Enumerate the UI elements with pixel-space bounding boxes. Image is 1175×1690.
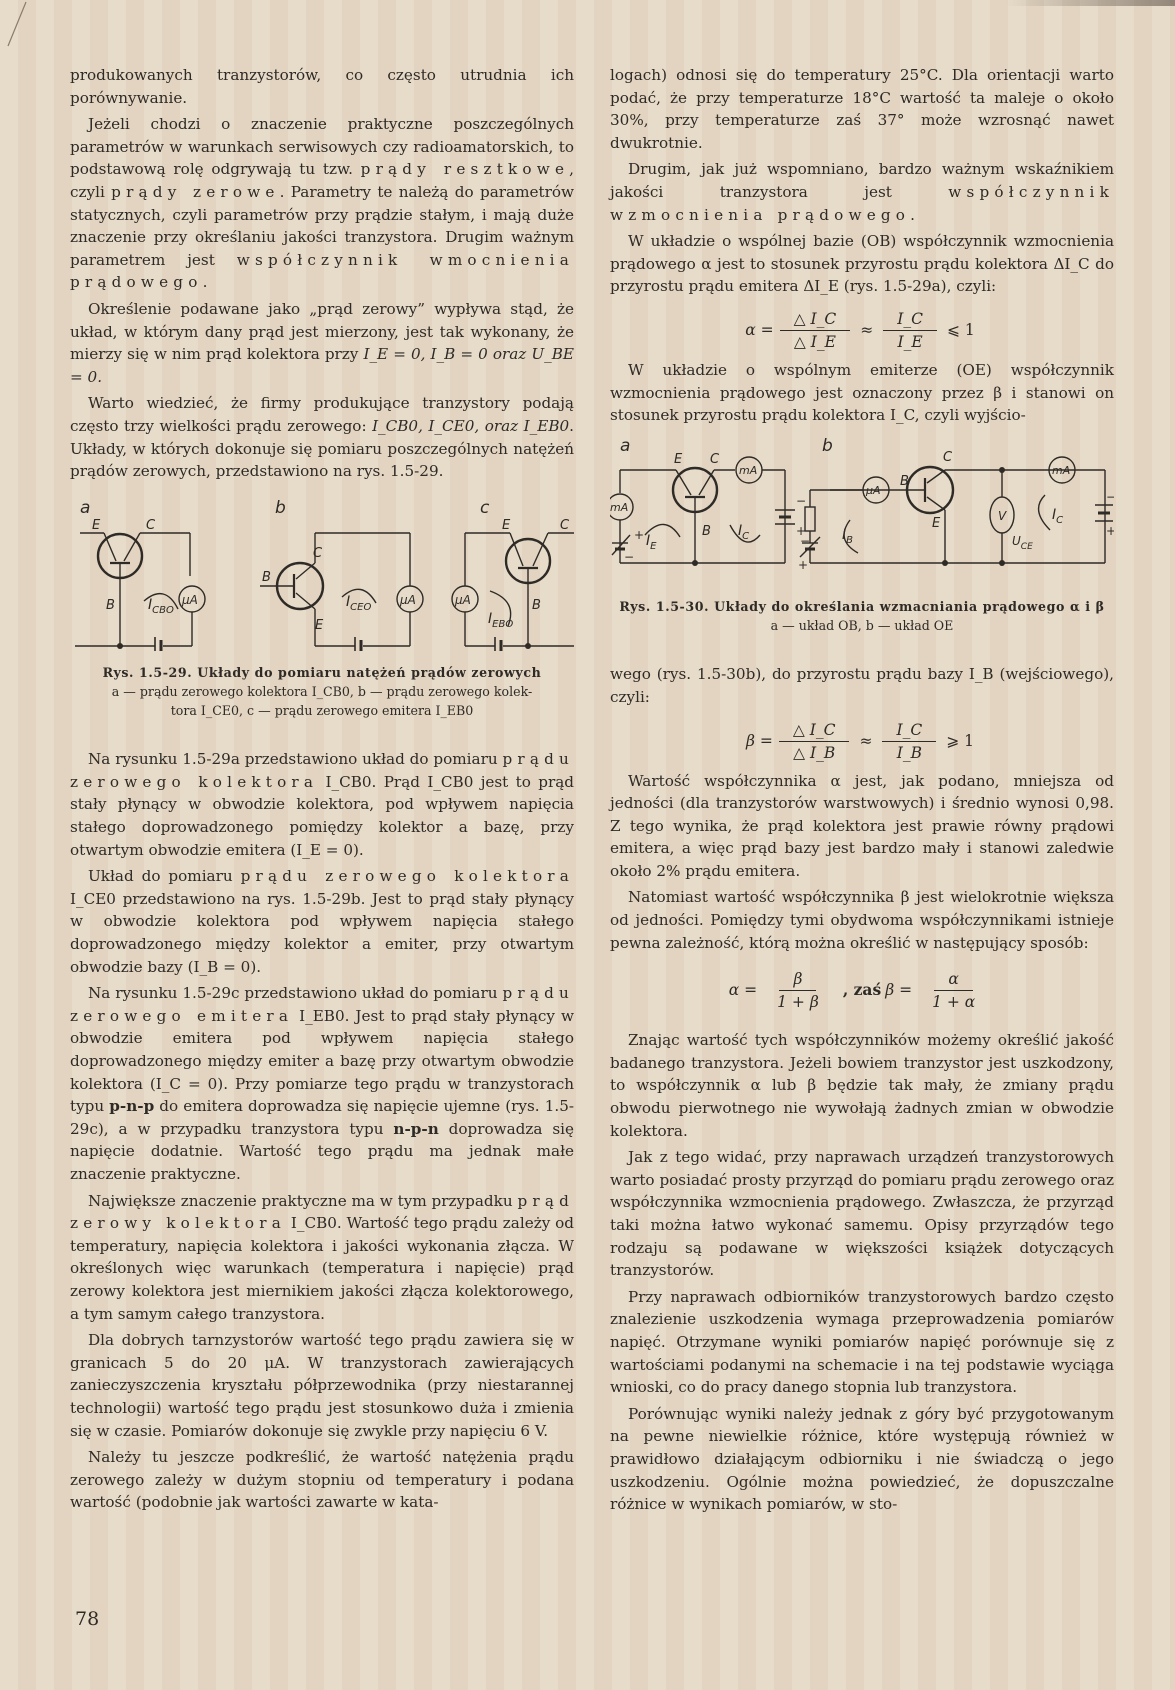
- meter-label: mA: [610, 500, 629, 514]
- terminal-e: E: [502, 517, 511, 533]
- paragraph: Drugim, jak już wspomniano, bardzo ważnym wskaźnikiem jakości tranzystora jest współczynnik wzmocnienia prądowego.: [610, 160, 1114, 224]
- circuit-b: [260, 533, 423, 651]
- current-ie: $I_E$: [646, 532, 657, 552]
- terminal-e: E: [92, 517, 101, 533]
- terminal-c: C: [560, 517, 570, 533]
- left-column: [70, 64, 574, 1518]
- paragraph: Wartość współczynnika α jest, jak podano, mniejsza od jedności (dla tranzystorów warstwowych) i średnio wynosi 0,98. Z tego wynika, że prąd kolektora jest prawie równy prądowi emitera, a więc prąd bazy jest bardzo mały i stanowi zaledwie około 2% prądu emitera.: [610, 771, 1114, 880]
- alpha-beta-relation-formula: α = $\frac{\beta}{1 + \beta}$ , zaś β = $\frac{\alpha}{1 + \alpha}$: [610, 968, 1114, 1013]
- terminal-b: B: [900, 473, 909, 489]
- fraction: $\frac{\triangle I\_C}{\triangle I\_E}$: [780, 308, 851, 353]
- figure-caption-1-5-30: Rys. 1.5-30. Układy do określania wzmacniania prądowego α i β a — układ OB, b — układ OE: [619, 599, 1105, 634]
- meter-label: μA: [455, 592, 471, 607]
- terminal-b: B: [106, 597, 115, 613]
- paragraph: Porównując wyniki należy jednak z góry być przygotowanym na pewne niewielkie różnice, które występują również w prawidłowo działającym odbiorniku i nie świadczą o jego uszkodzeniu. Ogólnie można powiedzieć, że dopuszczalne różnice w wynikach pomiarów, w sto-: [610, 1404, 1114, 1514]
- paragraph: Znając wartość tych współczynników możemy określić jakość badanego tranzystora. Jeżeli bowiem tranzystor jest uszkodzony, to współczynnik α lub β będzie tak mały, że zmiany prądu obwodu pierwotnego nie wywołają żadnych zmian w obwodzie kolektora.: [610, 1031, 1114, 1140]
- current-iceo: $I_{CEO}$: [346, 593, 372, 613]
- terminal-b: B: [262, 569, 271, 585]
- battery-plus: +: [796, 523, 807, 538]
- meter-label: μA: [866, 483, 881, 497]
- paragraph: W układzie o wspólnym emiterze (OE) współczynnik wzmocnienia prądowego jest oznaczony przez β i stanowi on stosunek przyrostu prądu kolektora I_C, czyli wyjścio-: [610, 360, 1114, 425]
- terminal-c: C: [710, 451, 720, 467]
- meter-label: μA: [400, 592, 416, 607]
- paragraph: wego (rys. 1.5-30b), do przyrostu prądu bazy I_B (wejściowego), czyli:: [610, 665, 1114, 706]
- current-ib: $I_B$: [842, 526, 854, 546]
- page-number: 78: [75, 1608, 100, 1630]
- figure-caption-1-5-29: Rys. 1.5-29. Układy do pomiaru natężeń prądów zerowych a — prądu zerowego kolektora I_CB0, b — prądu zerowego kolek- tora I_CE0, c — prądu zerowego emitera I_EB0: [102, 665, 542, 719]
- zero-current-circuits-diagram: [70, 491, 574, 651]
- fraction: $\frac{\alpha}{1 + \alpha}$: [932, 970, 976, 1012]
- paragraph: Określenie podawane jako „prąd zerowy” wypływa stąd, że układ, w którym dany prąd jest mierzony, jest tak wykonany, że mierzy się w nim prąd kolektora przy I_E = 0, I_B = 0 oraz U_BE = 0.: [70, 299, 574, 386]
- meter-label: V: [998, 508, 1007, 523]
- fraction: $\frac{\triangle I\_C}{\triangle I\_B}$: [779, 719, 850, 764]
- battery-plus: +: [634, 527, 645, 542]
- paragraph: Należy tu jeszcze podkreślić, że wartość natężenia prądu zerowego zależy w dużym stopniu od temperatury i podana wartość (podobnie jak wartości zawarte w kata-: [70, 1448, 574, 1512]
- fraction: $\frac{I\_C}{I\_B}$: [882, 719, 936, 764]
- label-b: b: [275, 497, 286, 518]
- paragraph: Jak z tego widać, przy naprawach urządzeń tranzystorowych warto posiadać prosty przyrząd do pomiaru prądu zerowego oraz współczynnika wzmocnienia prądowego. Zwłaszcza, że przyrząd taki można łatwo wykonać samemu. Opisy przyrządów tego rodzaju są podawane w większości książek dotyczących tranzystorów.: [610, 1148, 1114, 1280]
- paragraph: Natomiast wartość współczynnika β jest wielokrotnie większa od jedności. Pomiędzy tymi obydwoma współczynnikami istnieje pewna zależność, którą można określić w następujący sposób:: [610, 888, 1114, 952]
- terminal-e: E: [674, 451, 683, 467]
- meter-label: μA: [182, 592, 198, 607]
- label-a: a: [620, 435, 631, 456]
- terminal-c: C: [943, 449, 953, 465]
- current-iebo: $I_{EBO}$: [488, 610, 514, 630]
- terminal-e: E: [932, 515, 941, 531]
- battery-minus: −: [624, 549, 635, 564]
- paragraph: Warto wiedzieć, że firmy produkujące tranzystory podają często trzy wielkości prądu zerowego: I_CB0, I_CE0, oraz I_EB0. Układy, w których dokonuje się pomiaru poszczególnych natężeń prądów zerowych, przedstawiono na rys. 1.5-29.: [70, 394, 574, 481]
- paragraph: logach) odnosi się do temperatury 25°C. Dla orientacji warto podać, że przy temperaturze 18°C wartość ta maleje o około 30%, przy temperaturze zaś 37° może wzrosnąć nawet dwukrotnie.: [610, 66, 1114, 152]
- current-ic: $I_C$: [738, 522, 750, 542]
- paragraph: produkowanych tranzystorów, co często utrudnia ich porównywanie.: [70, 66, 574, 107]
- fraction: $\frac{I\_C}{I\_E}$: [883, 308, 937, 353]
- circuit-c: [452, 533, 574, 651]
- circuit-a: [75, 533, 205, 651]
- label-c: c: [480, 497, 490, 518]
- terminal-b: B: [532, 597, 541, 613]
- beta-formula: β = $\frac{\triangle I\_C}{\triangle I\_B}$ ≈ $\frac{I\_C}{I\_B}$ ⩾ 1: [746, 720, 974, 762]
- paragraph: Dla dobrych tarnzystorów wartość tego prądu zawiera się w granicach 5 do 20 μA. W tranzystorach zawierających zanieczyszczenia kryształu półprzewodnika (przy niestarannej technologii) wartość tego prądu jest stosunkowo duża i zmienia się w czasie. Pomiarów dokonuje się zwykle przy napięciu 6 V.: [70, 1331, 574, 1440]
- terminal-e: E: [315, 617, 324, 633]
- circuit-ob: [610, 457, 795, 563]
- paragraph: Na rysunku 1.5-29a przedstawiono układ do pomiaru prądu zerowego kolektora I_CB0. Prąd I_CB0 jest to prąd stały płynący w obwodzie kolektora, pod wpływem napięcia stałego doprowadzonego pomiędzy kolektor a bazę, przy otwartym obwodzie emitera (I_E = 0).: [70, 750, 574, 859]
- meter-label: mA: [739, 463, 758, 477]
- paragraph: Największe znaczenie praktyczne ma w tym przypadku prąd zerowy kolektora I_CB0. Wartość tego prądu zależy od temperatury, napięcia kolektora i jakości wykonania złącza. W określonych więc warunkach (temperatura i napięcie) prąd zerowy kolektora jest miernikiem jakości złącza kolektorowego, a tym samym całego tranzystora.: [70, 1191, 575, 1323]
- current-icbo: $I_{CBO}$: [148, 596, 174, 616]
- paragraph: Na rysunku 1.5-29c przedstawiono układ do pomiaru prądu zerowego emitera I_EB0. Jest to prąd stały płynący w obwodzie emitera pod wpływem napięcia stałego doprowadzonego między emiter a bazę przy otwartym obwodzie kolektora (I_C = 0). Przy pomiarze tego prądu w tranzystorach typu p-n-p do emitera doprowadza się napięcie ujemne (rys. 1.5-29c), a w przypadku tranzystora typu n-p-n doprowadza się napięcie dodatnie. Wartość tego prądu ma jednak małe znaczenie praktyczne.: [70, 984, 575, 1183]
- figure-1-5-29: [70, 491, 574, 658]
- paragraph: Przy naprawach odbiorników tranzystorowych bardzo często znalezienie uszkodzenia wymaga przeprowadzenia pomiarów napięć. Otrzymane wyniki pomiarów napięć porównuje się z wartościami podanymi na schemacie i na tej podstawie wyciąga wnioski, co do pracy danego stopnia lub tranzystora.: [610, 1287, 1114, 1397]
- figure-1-5-30: [610, 435, 1114, 592]
- paragraph: Układ do pomiaru prądu zerowego kolektora I_CE0 przedstawiono na rys. 1.5-29b. Jest to prąd stały płynący w obwodzie kolektora pod wpływem napięcia stałego doprowadzonego między kolektor a emiter, przy otwartym obwodzie bazy (I_B = 0).: [70, 867, 574, 976]
- voltage-uce: $U_{CE}$: [1012, 533, 1033, 552]
- terminal-c: C: [313, 545, 323, 561]
- label-a: a: [80, 497, 91, 518]
- battery-plus: [1106, 524, 1114, 538]
- right-column: [610, 64, 1114, 1520]
- battery-minus: [1106, 490, 1114, 504]
- paragraph: W układzie o wspólnej bazie (OB) współczynnik wzmocnienia prądowego α jest to stosunek przyrostu prądu kolektora ΔI_C do przyrostu prądu emitera ΔI_E (rys. 1.5-29a), czyli:: [610, 232, 1114, 296]
- current-ic: $I_C$: [1052, 506, 1064, 526]
- label-b: b: [822, 435, 833, 456]
- alpha-formula: α = $\frac{\triangle I\_C}{\triangle I\_E}$ ≈ $\frac{I\_C}{I\_E}$ ⩽ 1: [745, 309, 975, 351]
- fraction: $\frac{\beta}{1 + \beta}$: [777, 970, 819, 1012]
- current-gain-circuits-diagram: [610, 435, 1114, 585]
- meter-label: mA: [1052, 463, 1071, 477]
- terminal-b: B: [702, 523, 711, 539]
- page-edge-shadow: [1005, 0, 1175, 6]
- battery-minus: −: [800, 533, 811, 548]
- battery-minus: −: [796, 493, 807, 508]
- paragraph: Jeżeli chodzi o znaczenie praktyczne poszczególnych parametrów w warunkach serwisowych czy radioamatorskich, to podstawową rolę odgrywają tu tzw. prądy resztkowe, czyli prądy zerowe. Parametry te należą do parametrów statycznych, czyli parametrów przy prądzie stałym, i mają duże znaczenie przy określaniu jakości tranzystora. Drugim ważnym parametrem jest współczynnik wmocnienia prądowego.: [70, 115, 574, 292]
- pencil-mark: [2, 0, 32, 50]
- battery-plus: +: [798, 557, 809, 572]
- terminal-c: C: [146, 517, 156, 533]
- resistor-icon: [805, 507, 815, 531]
